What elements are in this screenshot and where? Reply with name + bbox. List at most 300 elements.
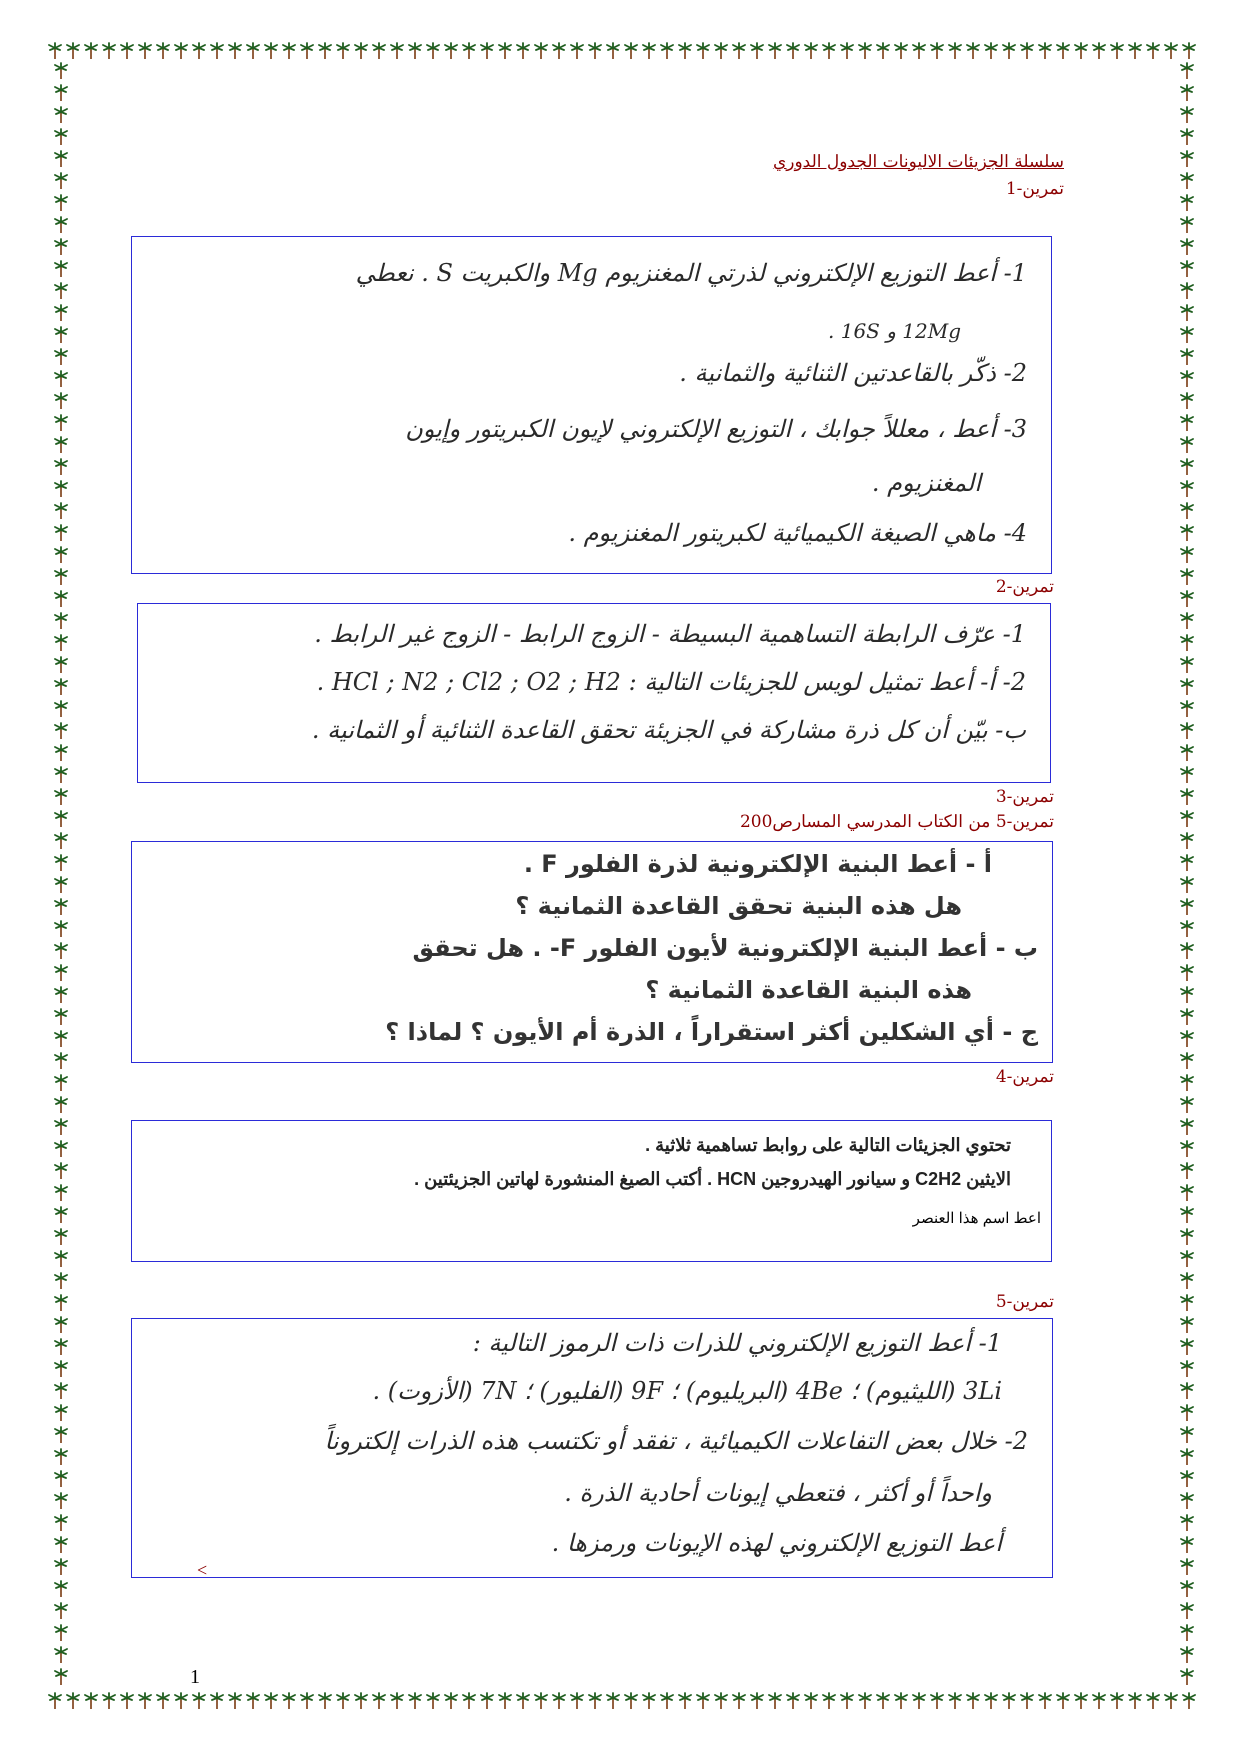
palm-tree-icon bbox=[462, 42, 476, 60]
exercise-3-box bbox=[131, 841, 1053, 1063]
palm-tree-icon bbox=[54, 1140, 68, 1158]
palm-tree-icon bbox=[54, 700, 68, 718]
palm-tree-icon bbox=[1180, 150, 1194, 168]
palm-tree-icon bbox=[54, 216, 68, 234]
exercise-5-box bbox=[131, 1318, 1053, 1578]
palm-tree-icon bbox=[54, 1470, 68, 1488]
exercise-2-line: 2- أ- أعط تمثيل لويس للجزيئات التالية : HCl ; N2 ; Cl2 ; O2 ; H2 . bbox=[316, 668, 1026, 696]
palm-tree-icon bbox=[54, 1448, 68, 1466]
palm-tree-icon bbox=[1180, 1030, 1194, 1048]
palm-tree-icon bbox=[390, 1692, 404, 1710]
exercise-4-line: الايثين C2H2 و سيانور الهيدروجين HCN . أكتب الصيغ المنشورة لهاتين الجزيئتين . bbox=[414, 1169, 1011, 1189]
palm-tree-icon bbox=[54, 744, 68, 762]
palm-tree-icon bbox=[732, 1692, 746, 1710]
palm-tree-icon bbox=[1056, 1692, 1070, 1710]
palm-tree-icon bbox=[1180, 392, 1194, 410]
page-border-left bbox=[52, 62, 70, 1690]
palm-tree-icon bbox=[1180, 612, 1194, 630]
palm-tree-icon bbox=[54, 1646, 68, 1664]
palm-tree-icon bbox=[768, 1692, 782, 1710]
palm-tree-icon bbox=[54, 1514, 68, 1532]
palm-tree-icon bbox=[156, 42, 170, 60]
palm-tree-icon bbox=[54, 788, 68, 806]
palm-tree-icon bbox=[822, 42, 836, 60]
exercise-2-line: 1- عرّف الرابطة التساهمية البسيطة - الزوج الرابط - الزوج غير الرابط . bbox=[314, 620, 1026, 648]
palm-tree-icon bbox=[498, 42, 512, 60]
palm-tree-icon bbox=[54, 1558, 68, 1576]
exercise-2-line: ب- بيّن أن كل ذرة مشاركة في الجزيئة تحقق القاعدة الثنائية أو الثمانية . bbox=[311, 716, 1026, 744]
palm-tree-icon bbox=[1180, 1646, 1194, 1664]
palm-tree-icon bbox=[54, 1668, 68, 1686]
palm-tree-icon bbox=[54, 678, 68, 696]
palm-tree-icon bbox=[1180, 84, 1194, 102]
palm-tree-icon bbox=[1180, 1624, 1194, 1642]
palm-tree-icon bbox=[480, 42, 494, 60]
palm-tree-icon bbox=[54, 766, 68, 784]
palm-tree-icon bbox=[336, 42, 350, 60]
palm-tree-icon bbox=[1180, 326, 1194, 344]
palm-tree-icon bbox=[876, 1692, 890, 1710]
palm-tree-icon bbox=[54, 1074, 68, 1092]
palm-tree-icon bbox=[1180, 524, 1194, 542]
palm-tree-icon bbox=[876, 42, 890, 60]
palm-tree-icon bbox=[54, 150, 68, 168]
palm-tree-icon bbox=[54, 326, 68, 344]
palm-tree-icon bbox=[894, 1692, 908, 1710]
palm-tree-icon bbox=[624, 1692, 638, 1710]
palm-tree-icon bbox=[282, 1692, 296, 1710]
palm-tree-icon bbox=[1180, 1250, 1194, 1268]
palm-tree-icon bbox=[1074, 42, 1088, 60]
palm-tree-icon bbox=[588, 1692, 602, 1710]
page-number: 1 bbox=[190, 1666, 200, 1688]
palm-tree-icon bbox=[54, 106, 68, 124]
palm-tree-icon bbox=[54, 986, 68, 1004]
palm-tree-icon bbox=[1180, 634, 1194, 652]
palm-tree-icon bbox=[54, 1272, 68, 1290]
palm-tree-icon bbox=[624, 42, 638, 60]
palm-tree-icon bbox=[54, 832, 68, 850]
palm-tree-icon bbox=[54, 1360, 68, 1378]
palm-tree-icon bbox=[54, 524, 68, 542]
palm-tree-icon bbox=[1180, 1602, 1194, 1620]
exercise-3-line: هل هذه البنية تحقق القاعدة الثمانية ؟ bbox=[515, 892, 962, 920]
palm-tree-icon bbox=[54, 458, 68, 476]
palm-tree-icon bbox=[804, 1692, 818, 1710]
palm-tree-icon bbox=[462, 1692, 476, 1710]
palm-tree-icon bbox=[54, 964, 68, 982]
palm-tree-icon bbox=[54, 392, 68, 410]
palm-tree-icon bbox=[1180, 62, 1194, 80]
palm-tree-icon bbox=[1180, 700, 1194, 718]
palm-tree-icon bbox=[696, 42, 710, 60]
palm-tree-icon bbox=[966, 1692, 980, 1710]
palm-tree-icon bbox=[984, 42, 998, 60]
palm-tree-icon bbox=[1180, 1536, 1194, 1554]
palm-tree-icon bbox=[54, 1492, 68, 1510]
palm-tree-icon bbox=[1180, 1448, 1194, 1466]
exercise-4-line: اعط اسم هذا العنصر bbox=[912, 1210, 1041, 1227]
palm-tree-icon bbox=[1180, 656, 1194, 674]
exercise-1-line: 1- أعط التوزيع الإلكتروني لذرتي المغنزيوم Mg والكبريت S . نعطي bbox=[355, 259, 1027, 287]
palm-tree-icon bbox=[192, 1692, 206, 1710]
palm-tree-icon bbox=[1180, 1096, 1194, 1114]
palm-tree-icon bbox=[54, 634, 68, 652]
palm-tree-icon bbox=[930, 1692, 944, 1710]
palm-tree-icon bbox=[1180, 788, 1194, 806]
palm-tree-icon bbox=[372, 1692, 386, 1710]
palm-tree-icon bbox=[54, 942, 68, 960]
page-border-bottom bbox=[48, 1690, 1196, 1712]
palm-tree-icon bbox=[1038, 1692, 1052, 1710]
palm-tree-icon bbox=[54, 1008, 68, 1026]
palm-tree-icon bbox=[714, 42, 728, 60]
palm-tree-icon bbox=[1146, 42, 1160, 60]
palm-tree-icon bbox=[1180, 722, 1194, 740]
palm-tree-icon bbox=[1180, 1360, 1194, 1378]
palm-tree-icon bbox=[54, 1162, 68, 1180]
palm-tree-icon bbox=[822, 1692, 836, 1710]
palm-tree-icon bbox=[552, 1692, 566, 1710]
palm-tree-icon bbox=[54, 612, 68, 630]
palm-tree-icon bbox=[54, 810, 68, 828]
palm-tree-icon bbox=[1180, 304, 1194, 322]
palm-tree-icon bbox=[840, 42, 854, 60]
palm-tree-icon bbox=[1180, 194, 1194, 212]
palm-tree-icon bbox=[1180, 678, 1194, 696]
palm-tree-icon bbox=[426, 42, 440, 60]
palm-tree-icon bbox=[408, 42, 422, 60]
palm-tree-icon bbox=[516, 42, 530, 60]
exercise-5-heading: تمرين-5 bbox=[995, 1292, 1054, 1312]
exercise-3-line: ج - أي الشكلين أكثر استقراراً ، الذرة أم الأيون ؟ لماذا ؟ bbox=[385, 1018, 1038, 1046]
exercise-5-line: 1- أعط التوزيع الإلكتروني للذرات ذات الرموز التالية : bbox=[472, 1329, 1002, 1357]
palm-tree-icon bbox=[1146, 1692, 1160, 1710]
palm-tree-icon bbox=[1180, 568, 1194, 586]
palm-tree-icon bbox=[1180, 458, 1194, 476]
palm-tree-icon bbox=[156, 1692, 170, 1710]
exercise-3-line: أ - أعط البنية الإلكترونية لذرة الفلور F . bbox=[523, 850, 992, 878]
palm-tree-icon bbox=[1180, 854, 1194, 872]
palm-tree-icon bbox=[246, 1692, 260, 1710]
palm-tree-icon bbox=[516, 1692, 530, 1710]
palm-tree-icon bbox=[1180, 1052, 1194, 1070]
exercise-1-heading: تمرين-1 bbox=[1005, 179, 1064, 199]
palm-tree-icon bbox=[570, 42, 584, 60]
palm-tree-icon bbox=[1180, 1162, 1194, 1180]
palm-tree-icon bbox=[54, 436, 68, 454]
palm-tree-icon bbox=[1180, 920, 1194, 938]
palm-tree-icon bbox=[54, 1338, 68, 1356]
palm-tree-icon bbox=[54, 62, 68, 80]
palm-tree-icon bbox=[54, 1052, 68, 1070]
palm-tree-icon bbox=[264, 1692, 278, 1710]
palm-tree-icon bbox=[1180, 1118, 1194, 1136]
palm-tree-icon bbox=[1180, 480, 1194, 498]
palm-tree-icon bbox=[372, 42, 386, 60]
palm-tree-icon bbox=[1180, 1558, 1194, 1576]
palm-tree-icon bbox=[858, 42, 872, 60]
palm-tree-icon bbox=[1180, 1228, 1194, 1246]
palm-tree-icon bbox=[1180, 1338, 1194, 1356]
exercise-3-line: ب - أعط البنية الإلكترونية لأيون الفلور F- . هل تحقق bbox=[412, 934, 1038, 962]
palm-tree-icon bbox=[174, 1692, 188, 1710]
palm-tree-icon bbox=[1056, 42, 1070, 60]
palm-tree-icon bbox=[480, 1692, 494, 1710]
palm-tree-icon bbox=[1182, 1692, 1196, 1710]
exercise-1-line: 12Mg و 16S . bbox=[828, 319, 961, 343]
palm-tree-icon bbox=[54, 1382, 68, 1400]
palm-tree-icon bbox=[588, 42, 602, 60]
palm-tree-icon bbox=[1180, 766, 1194, 784]
palm-tree-icon bbox=[228, 1692, 242, 1710]
palm-tree-icon bbox=[1180, 1272, 1194, 1290]
palm-tree-icon bbox=[1180, 1580, 1194, 1598]
palm-tree-icon bbox=[174, 42, 188, 60]
exercise-1-line: 3- أعط ، معللاً جوابك ، التوزيع الإلكتروني لإيون الكبريتور وإيون bbox=[405, 415, 1027, 443]
palm-tree-icon bbox=[318, 42, 332, 60]
palm-tree-icon bbox=[1002, 1692, 1016, 1710]
palm-tree-icon bbox=[54, 282, 68, 300]
palm-tree-icon bbox=[54, 1624, 68, 1642]
palm-tree-icon bbox=[54, 370, 68, 388]
palm-tree-icon bbox=[840, 1692, 854, 1710]
palm-tree-icon bbox=[552, 42, 566, 60]
palm-tree-icon bbox=[1180, 590, 1194, 608]
exercise-5-line: 3Li (الليثيوم) ؛ 4Be (البريليوم) ؛ 9F (الفليور) ؛ 7N (الأزوت) . bbox=[372, 1377, 1002, 1405]
palm-tree-icon bbox=[54, 84, 68, 102]
palm-tree-icon bbox=[894, 42, 908, 60]
palm-tree-icon bbox=[660, 1692, 674, 1710]
palm-tree-icon bbox=[912, 1692, 926, 1710]
exercise-4-heading: تمرين-4 bbox=[995, 1067, 1054, 1087]
palm-tree-icon bbox=[282, 42, 296, 60]
palm-tree-icon bbox=[54, 546, 68, 564]
palm-tree-icon bbox=[84, 42, 98, 60]
palm-tree-icon bbox=[948, 1692, 962, 1710]
exercise-3-line: هذه البنية القاعدة الثمانية ؟ bbox=[645, 976, 972, 1004]
palm-tree-icon bbox=[678, 42, 692, 60]
palm-tree-icon bbox=[1020, 42, 1034, 60]
palm-tree-icon bbox=[54, 1030, 68, 1048]
palm-tree-icon bbox=[1180, 1404, 1194, 1422]
palm-tree-icon bbox=[1128, 1692, 1142, 1710]
palm-tree-icon bbox=[1180, 986, 1194, 1004]
palm-tree-icon bbox=[1182, 42, 1196, 60]
palm-tree-icon bbox=[1180, 1008, 1194, 1026]
palm-tree-icon bbox=[1074, 1692, 1088, 1710]
palm-tree-icon bbox=[1180, 1206, 1194, 1224]
exercise-5-line: 2- خلال بعض التفاعلات الكيميائية ، تفقد أو تكتسب هذه الذرات إلكتروناً bbox=[324, 1427, 1028, 1455]
palm-tree-icon bbox=[1180, 106, 1194, 124]
palm-tree-icon bbox=[54, 260, 68, 278]
palm-tree-icon bbox=[606, 1692, 620, 1710]
palm-tree-icon bbox=[1180, 282, 1194, 300]
palm-tree-icon bbox=[1180, 1382, 1194, 1400]
palm-tree-icon bbox=[1180, 1492, 1194, 1510]
palm-tree-icon bbox=[786, 42, 800, 60]
palm-tree-icon bbox=[1180, 1184, 1194, 1202]
palm-tree-icon bbox=[1180, 546, 1194, 564]
palm-tree-icon bbox=[1164, 42, 1178, 60]
palm-tree-icon bbox=[192, 42, 206, 60]
palm-tree-icon bbox=[48, 1692, 62, 1710]
palm-tree-icon bbox=[1180, 502, 1194, 520]
palm-tree-icon bbox=[102, 42, 116, 60]
palm-tree-icon bbox=[54, 502, 68, 520]
palm-tree-icon bbox=[696, 1692, 710, 1710]
palm-tree-icon bbox=[54, 348, 68, 366]
palm-tree-icon bbox=[714, 1692, 728, 1710]
palm-tree-icon bbox=[54, 590, 68, 608]
palm-tree-icon bbox=[1180, 964, 1194, 982]
palm-tree-icon bbox=[768, 42, 782, 60]
palm-tree-icon bbox=[1180, 832, 1194, 850]
palm-tree-icon bbox=[1180, 436, 1194, 454]
palm-tree-icon bbox=[444, 1692, 458, 1710]
palm-tree-icon bbox=[1110, 42, 1124, 60]
palm-tree-icon bbox=[606, 42, 620, 60]
palm-tree-icon bbox=[66, 42, 80, 60]
palm-tree-icon bbox=[54, 568, 68, 586]
palm-tree-icon bbox=[102, 1692, 116, 1710]
palm-tree-icon bbox=[1180, 810, 1194, 828]
palm-tree-icon bbox=[786, 1692, 800, 1710]
palm-tree-icon bbox=[1180, 1514, 1194, 1532]
palm-tree-icon bbox=[54, 1536, 68, 1554]
palm-tree-icon bbox=[1180, 260, 1194, 278]
palm-tree-icon bbox=[1180, 172, 1194, 190]
palm-tree-icon bbox=[54, 480, 68, 498]
palm-tree-icon bbox=[354, 1692, 368, 1710]
palm-tree-icon bbox=[54, 172, 68, 190]
palm-tree-icon bbox=[54, 414, 68, 432]
palm-tree-icon bbox=[54, 1118, 68, 1136]
palm-tree-icon bbox=[54, 1206, 68, 1224]
palm-tree-icon bbox=[984, 1692, 998, 1710]
palm-tree-icon bbox=[750, 1692, 764, 1710]
palm-tree-icon bbox=[1180, 348, 1194, 366]
palm-tree-icon bbox=[1180, 414, 1194, 432]
exercise-5-line: أعط التوزيع الإلكتروني لهذه الإيونات ورمزها . bbox=[551, 1529, 1002, 1557]
palm-tree-icon bbox=[54, 128, 68, 146]
exercise-4-box bbox=[131, 1120, 1052, 1262]
exercise-1-line: المغنزيوم . bbox=[871, 469, 981, 497]
palm-tree-icon bbox=[228, 42, 242, 60]
palm-tree-icon bbox=[1180, 370, 1194, 388]
palm-tree-icon bbox=[804, 42, 818, 60]
palm-tree-icon bbox=[1180, 876, 1194, 894]
exercise-1-line: 4- ماهي الصيغة الكيميائية لكبريتور المغنزيوم . bbox=[568, 519, 1027, 547]
palm-tree-icon bbox=[246, 42, 260, 60]
exercise-1-line: 2- ذكّر بالقاعدتين الثنائية والثمانية . bbox=[679, 359, 1027, 387]
palm-tree-icon bbox=[1180, 1668, 1194, 1686]
palm-tree-icon bbox=[300, 42, 314, 60]
palm-tree-icon bbox=[1180, 1470, 1194, 1488]
exercise-3-source: تمرين-5 من الكتاب المدرسي المسارص200 bbox=[739, 812, 1054, 832]
palm-tree-icon bbox=[54, 238, 68, 256]
palm-tree-icon bbox=[54, 854, 68, 872]
palm-tree-icon bbox=[54, 656, 68, 674]
palm-tree-icon bbox=[48, 42, 62, 60]
palm-tree-icon bbox=[1020, 1692, 1034, 1710]
palm-tree-icon bbox=[1092, 1692, 1106, 1710]
palm-tree-icon bbox=[1180, 238, 1194, 256]
exercise-1-box bbox=[131, 236, 1052, 574]
palm-tree-icon bbox=[444, 42, 458, 60]
palm-tree-icon bbox=[1038, 42, 1052, 60]
palm-tree-icon bbox=[1092, 42, 1106, 60]
palm-tree-icon bbox=[354, 42, 368, 60]
palm-tree-icon bbox=[732, 42, 746, 60]
caret-mark: < bbox=[197, 1560, 208, 1580]
page-border-right bbox=[1178, 62, 1196, 1690]
palm-tree-icon bbox=[1180, 216, 1194, 234]
palm-tree-icon bbox=[1180, 1074, 1194, 1092]
palm-tree-icon bbox=[426, 1692, 440, 1710]
palm-tree-icon bbox=[54, 1294, 68, 1312]
palm-tree-icon bbox=[1180, 1426, 1194, 1444]
palm-tree-icon bbox=[408, 1692, 422, 1710]
palm-tree-icon bbox=[54, 1602, 68, 1620]
exercise-4-line: تحتوي الجزيئات التالية على روابط تساهمية ثلاثية . bbox=[645, 1135, 1011, 1155]
palm-tree-icon bbox=[642, 42, 656, 60]
palm-tree-icon bbox=[534, 42, 548, 60]
exercise-3-heading: تمرين-3 bbox=[995, 787, 1054, 807]
palm-tree-icon bbox=[54, 722, 68, 740]
palm-tree-icon bbox=[1110, 1692, 1124, 1710]
exercise-5-line: واحداً أو أكثر ، فتعطي إيونات أحادية الذرة . bbox=[564, 1479, 992, 1507]
palm-tree-icon bbox=[210, 1692, 224, 1710]
palm-tree-icon bbox=[678, 1692, 692, 1710]
palm-tree-icon bbox=[930, 42, 944, 60]
palm-tree-icon bbox=[264, 42, 278, 60]
palm-tree-icon bbox=[1180, 1316, 1194, 1334]
palm-tree-icon bbox=[570, 1692, 584, 1710]
palm-tree-icon bbox=[138, 42, 152, 60]
palm-tree-icon bbox=[54, 1096, 68, 1114]
palm-tree-icon bbox=[966, 42, 980, 60]
palm-tree-icon bbox=[66, 1692, 80, 1710]
palm-tree-icon bbox=[300, 1692, 314, 1710]
palm-tree-icon bbox=[54, 898, 68, 916]
palm-tree-icon bbox=[1180, 1140, 1194, 1158]
palm-tree-icon bbox=[54, 920, 68, 938]
palm-tree-icon bbox=[1002, 42, 1016, 60]
page-border-top bbox=[48, 40, 1196, 62]
palm-tree-icon bbox=[54, 1404, 68, 1422]
exercise-2-heading: تمرين-2 bbox=[995, 577, 1054, 597]
palm-tree-icon bbox=[54, 1228, 68, 1246]
document-title: سلسلة الجزيئات الاليونات الجدول الدوري bbox=[772, 152, 1064, 172]
palm-tree-icon bbox=[1180, 898, 1194, 916]
palm-tree-icon bbox=[948, 42, 962, 60]
palm-tree-icon bbox=[84, 1692, 98, 1710]
palm-tree-icon bbox=[54, 1580, 68, 1598]
palm-tree-icon bbox=[1128, 42, 1142, 60]
palm-tree-icon bbox=[54, 1316, 68, 1334]
palm-tree-icon bbox=[54, 194, 68, 212]
palm-tree-icon bbox=[54, 1250, 68, 1268]
palm-tree-icon bbox=[750, 42, 764, 60]
palm-tree-icon bbox=[858, 1692, 872, 1710]
palm-tree-icon bbox=[498, 1692, 512, 1710]
palm-tree-icon bbox=[336, 1692, 350, 1710]
palm-tree-icon bbox=[390, 42, 404, 60]
palm-tree-icon bbox=[1180, 942, 1194, 960]
palm-tree-icon bbox=[1180, 1294, 1194, 1312]
palm-tree-icon bbox=[318, 1692, 332, 1710]
